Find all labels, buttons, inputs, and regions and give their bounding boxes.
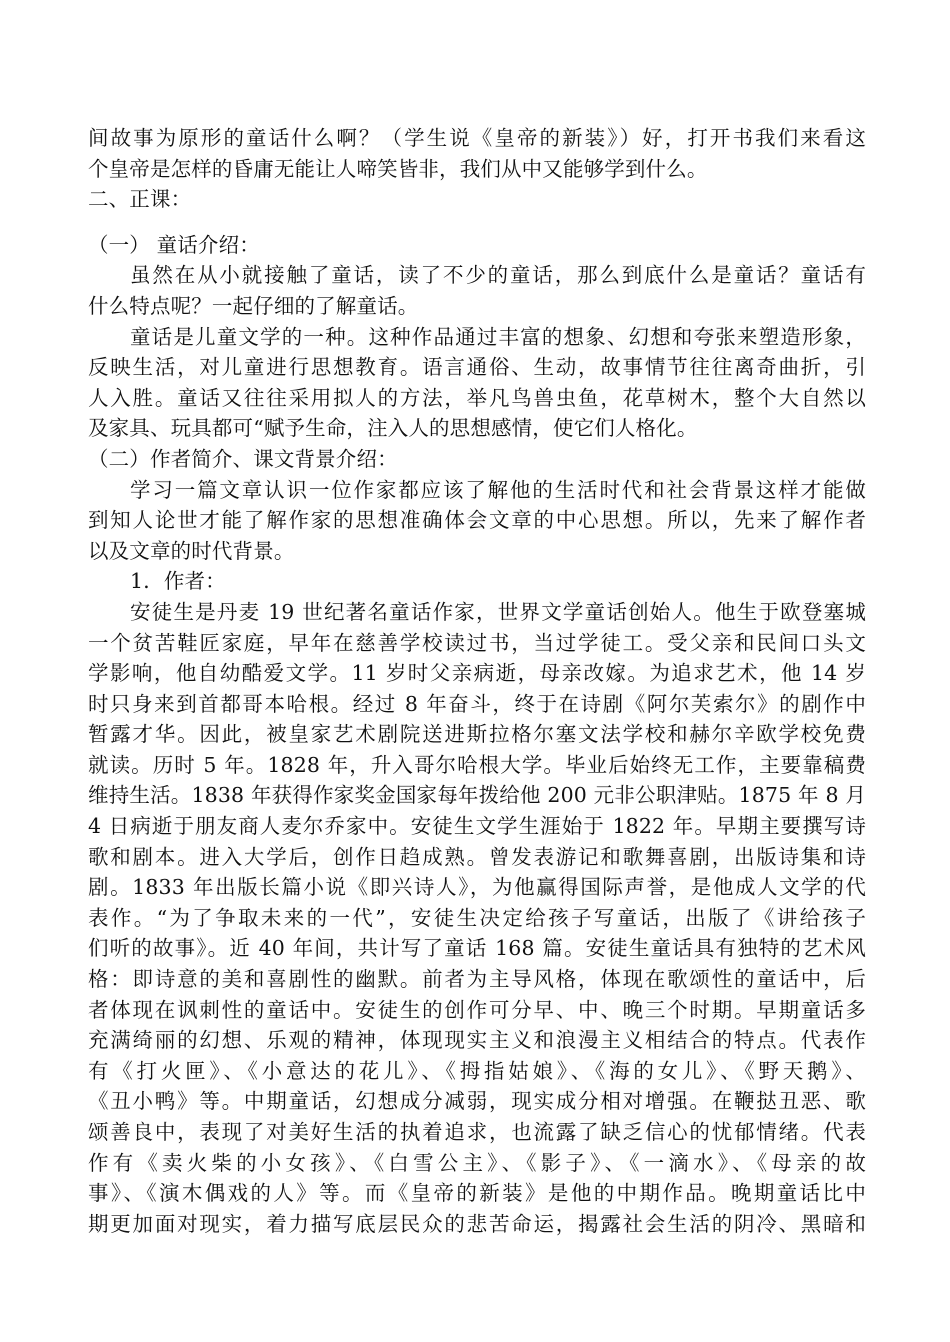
document-body xyxy=(88,123,866,1239)
text-line: 学习一篇文章认识一位作家都应该了解他的生活时代和社会背景这样才能做 xyxy=(130,477,866,502)
text-line: 期更加面对现实，着力描写底层民众的悲苦命运，揭露社会生活的阴冷、黑暗和 xyxy=(88,1211,866,1236)
text-line: 歌和剧本。进入大学后，创作日趋成熟。曾发表游记和歌舞喜剧，出版诗集和诗 xyxy=(88,844,866,869)
text-line: 颂善良中，表现了对美好生活的执着追求，也流露了缺乏信心的忧郁情绪。代表 xyxy=(88,1120,866,1144)
text-line: 童话是儿童文学的一种。这种作品通过丰富的想象、幻想和夸张来塑造形象， xyxy=(130,324,866,349)
text-line: 人入胜。童话又往往采用拟人的方法，举凡鸟兽虫鱼，花草树木，整个大自然以 xyxy=(88,385,866,410)
text-line: 有《打火匣》、《小意达的花儿》、《拇指姑娘》、《海的女儿》、《野天鹅》、 xyxy=(88,1058,866,1083)
text-line: 时只身来到首都哥本哈根。经过 8 年奋斗，终于在诗剧《阿尔芙索尔》的剧作中 xyxy=(88,691,866,716)
text-line: 虽然在从小就接触了童话，读了不少的童话，那么到底什么是童话？童话有 xyxy=(130,263,866,288)
numbered-heading: 1．作者： xyxy=(130,569,226,594)
text-line: 学影响，他自幼酷爱文学。11 岁时父亲病逝，母亲改嫁。为追求艺术，他 14 岁 xyxy=(88,661,866,686)
subsection-heading: （一） 童话介绍： xyxy=(88,232,260,257)
text-line: 以及文章的时代背景。 xyxy=(88,538,295,563)
text-line: 者体现在讽刺性的童话中。安徒生的创作可分早、中、晚三个时期。早期童话多 xyxy=(88,997,866,1022)
text-line: 《丑小鸭》等。中期童话，幻想成分减弱，现实成分相对增强。在鞭挞丑恶、歌 xyxy=(88,1089,866,1114)
text-line: 4 日病逝于朋友商人麦尔乔家中。安徒生文学生涯始于 1822 年。早期主要撰写诗 xyxy=(88,814,866,839)
text-line: 反映生活，对儿童进行思想教育。语言通俗、生动，故事情节往往离奇曲折，引 xyxy=(88,355,866,380)
text-line: 表作。“为了争取未来的一代”，安徒生决定给孩子写童话，出版了《讲给孩子 xyxy=(88,905,866,930)
text-line: 及家具、玩具都可“赋予生命，注入人的思想感情，使它们人格化。 xyxy=(88,416,698,441)
text-line: 维持生活。1838 年获得作家奖金国家每年拨给他 200 元非公职津贴。1875 年 8 月 xyxy=(88,783,866,808)
text-line: 作有《卖火柴的小女孩》、《白雪公主》、《影子》、《一滴水》、《母亲的故 xyxy=(88,1150,866,1175)
text-line: 充满绮丽的幻想、乐观的精神，体现现实主义和浪漫主义相结合的特点。代表作 xyxy=(88,1028,866,1053)
text-line: 到知人论世才能了解作家的思想准确体会文章的中心思想。所以，先来了解作者 xyxy=(88,508,866,533)
text-line: 就读。历时 5 年。1828 年，升入哥尔哈根大学。毕业后始终无工作，主要靠稿费 xyxy=(88,752,866,777)
text-line: 个皇帝是怎样的昏庸无能让人啼笑皆非，我们从中又能够学到什么。 xyxy=(88,156,708,181)
text-line: 剧。1833 年出版长篇小说《即兴诗人》，为他赢得国际声誉，是他成人文学的代 xyxy=(88,875,866,900)
section-heading: 二、正课： xyxy=(88,187,192,212)
text-line: 格：即诗意的美和喜剧性的幽默。前者为主导风格，体现在歌颂性的童话中，后 xyxy=(88,967,866,992)
text-line: 暂露才华。因此，被皇家艺术剧院送进斯拉格尔塞文法学校和赫尔辛欧学校免费 xyxy=(88,722,866,747)
text-line: 们听的故事》。近 40 年间，共计写了童话 168 篇。安徒生童话具有独特的艺术风 xyxy=(88,936,866,961)
text-line: 事》、《演木偶戏的人》等。而《皇帝的新装》是他的中期作品。晚期童话比中 xyxy=(88,1181,866,1206)
text-line: 间故事为原形的童话什么啊？（学生说《皇帝的新装》）好，打开书我们来看这 xyxy=(88,126,866,150)
text-line: 什么特点呢？一起仔细的了解童话。 xyxy=(88,293,419,318)
subsection-heading: （二）作者简介、课文背景介绍： xyxy=(88,446,398,471)
text-line: 安徒生是丹麦 19 世纪著名童话作家，世界文学童话创始人。他生于欧登塞城 xyxy=(130,599,866,624)
text-line: 一个贫苦鞋匠家庭，早年在慈善学校读过书，当过学徒工。受父亲和民间口头文 xyxy=(88,630,866,655)
